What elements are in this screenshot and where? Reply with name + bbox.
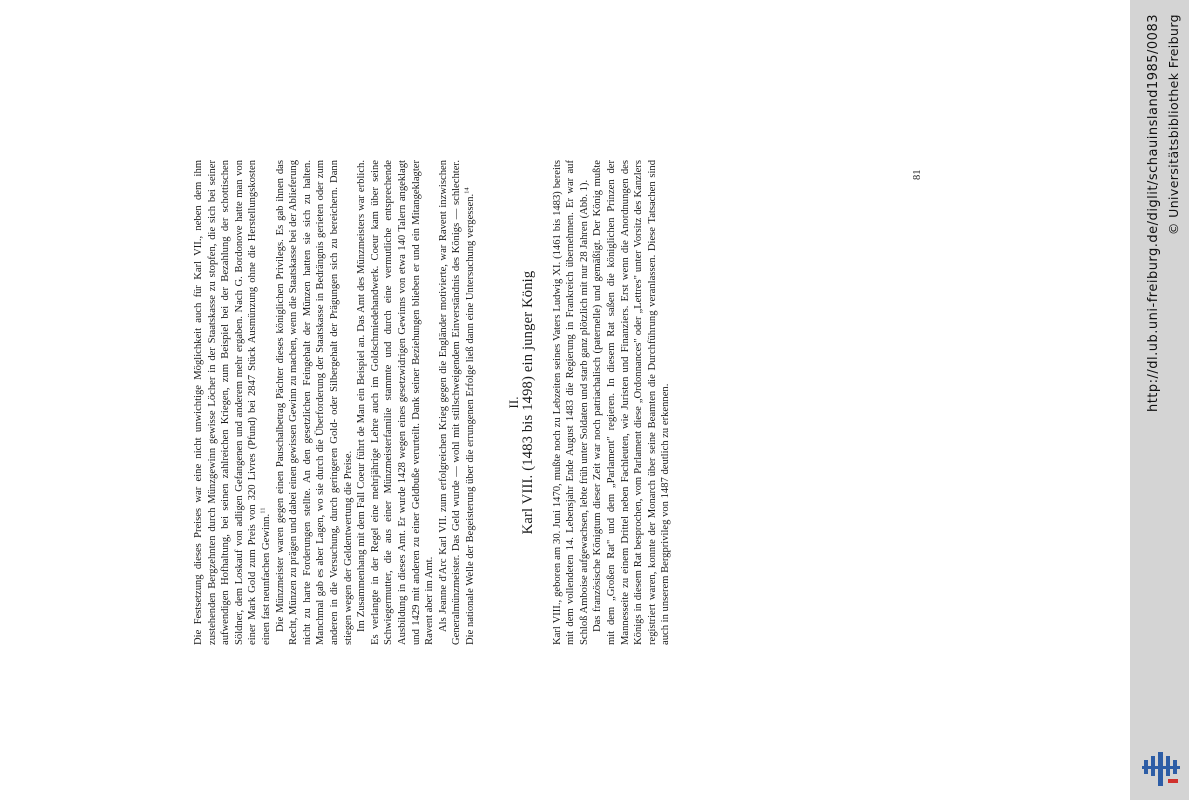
text-column xyxy=(192,160,673,645)
copyright-text: © Universitätsbibliothek Freiburg xyxy=(1166,14,1181,236)
source-url-link[interactable]: http://dl.ub.uni-freiburg.de/diglit/schauinsland1985/0083 xyxy=(1146,14,1161,413)
paragraph: Karl VIII., geboren am 30. Juni 1470, mußte noch zu Lebzeiten seines Vaters Ludwig XI. (1461 bis 1483) bereits mit dem vollendeten 14. Lebensjahr Ende August 1483 die Regierung in Frankreich übernehmen. Er war auf Schloß Amboise aufgewachsen, lebte früh unter Soldaten und starb ganz plötzlich mit nur 28 Jahren (Abb. 1). xyxy=(551,160,590,645)
section-title: Karl VIII. (1483 bis 1498) ein junger König xyxy=(520,270,537,535)
ub-freiburg-logo-icon xyxy=(1140,748,1182,790)
page-number: 81 xyxy=(912,169,923,180)
sidebar xyxy=(1130,0,1189,800)
sidebar-content xyxy=(1130,0,1189,800)
section-number: II. xyxy=(506,396,522,409)
paragraph: Im Zusammenhang mit dem Fall Coeur führt de Man ein Beispiel an. Das Amt des Münzmeisters war erblich. Es verlangte in der Regel eine mehrjährige Lehre auch im Goldschmiedehandwerk. Coeur kam über seine Schwiegermutter, die aus einer Münzmeisterfamilie stammte und durch eine vermutliche entsprechende Ausbildung in dieses Amt. Er wurde 1428 wegen eines gesetzwidrigen Gewinns von etwa 140 Talern angeklagt und 1429 mit anderen zu einer Geldbuße verurteilt. Dank seiner Beziehungen blieben er und ein Mitangeklagter Ravent aber im Amt. xyxy=(356,160,436,645)
paragraph: Als Jeanne d'Arc Karl VII. zum erfolgreichen Krieg gegen die Engländer motivierte, war Ravent inzwischen Generalmünzmeister. Das Geld wurde — wohl mit stillschweigendem Einverständnis des Königs — schlechter. Die nationale Welle der Begeisterung über die errungenen Erfolge ließ dann eine Untersuchung vergessen.$^{14}$ xyxy=(437,160,476,645)
paragraph: Die Festsetzung dieses Preises war eine nicht unwichtige Möglichkeit auch für Karl VII., neben dem ihm zustehenden Bergzehnten durch Münzgewinn gewisse Löcher in der Staatskasse zu stopfen, die sich bei seiner aufwendigen Hofhaltung, bei seinen zahlreichen Kriegen, zum Beispiel bei der Bezahlung der schottischen Söldner, dem Loskauf von adligen Gefangenen und anderem mehr ergaben. Nach G. Bordonove hatte man von einer Mark Gold zum Preis von 320 Livres (Pfund) bei 2847 Stück Ausmünzung ohne die Herstellungskosten einen fast neunfachen Gewinn.$^{11}$ xyxy=(193,160,272,645)
paragraph: Die Münzmeister waren gegen einen Pauschalbetrag Pächter dieses königlichen Privilegs. Es gab ihnen das Recht, Münzen zu prägen und dabei einen gewissen Gewinn zu machen, wenn die Staatskasse bei der Ablieferung nicht zu harte Forderungen stellte. An den gesetzlichen Feingehalt der Münzen hatten sie sich zu halten. Manchmal gab es aber Lagen, wo sie durch die Überforderung der Staatskasse in Bedrängnis gerieten oder zum anderen in die Versuchung, durch geringeren Gold- oder Silbergehalt der Prägungen sich zu bereichern. Dann stiegen wegen der Geldentwertung die Preise. xyxy=(274,160,354,645)
paragraph: Das französische Königtum dieser Zeit war noch patriachalisch (paternelle) und gemäßigt. Der König mußte mit dem „Großen Rat" und dem „Parlament" regieren. In diesem Rat saßen die königlichen Prinzen der Mannesseite zu einem Drittel neben Fachleuten, wie Juristen und Finanziers. Erst wenn die Anordnungen des Königs in diesem Rat besprochen, vom Parlament diese „Ordonnances" oder „Lettres" unter Vorsitz des Kanzlers registriert waren, konnte der Monarch über seine Beamten die Durchführung veranlassen. Diese Tatsachen sind auch in unserem Bergprivileg von 1487 deutlich zu erkennen. xyxy=(592,160,672,645)
